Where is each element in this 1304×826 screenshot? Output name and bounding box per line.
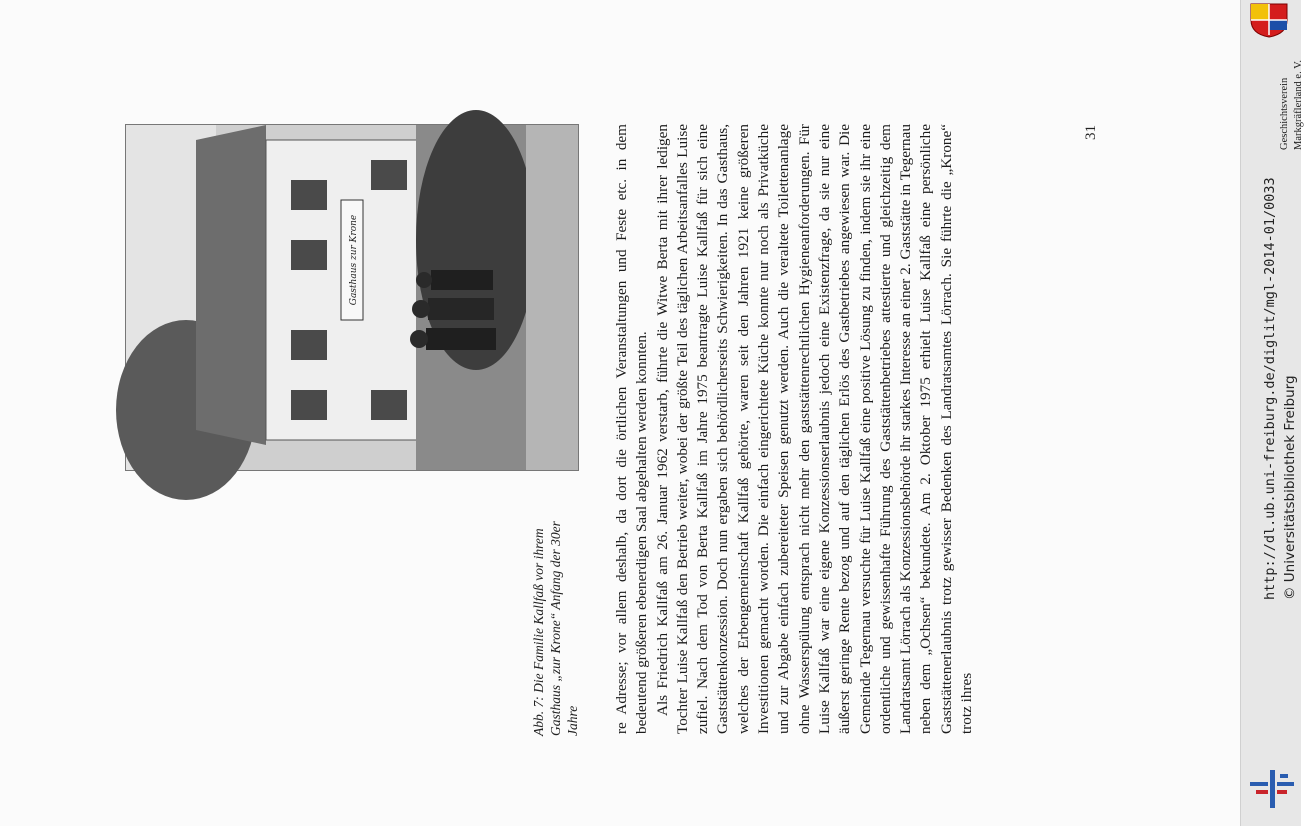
figure-caption: Abb. 7: Die Familie Kallfaß vor ihrem Gasthaus „zur Krone“ Anfang der 30er Jahre [531,521,580,736]
society-name-line1: Geschichtsverein [1279,77,1290,150]
sign-text: Gasthaus zur Krone [349,214,359,306]
document-url-link[interactable]: http://dl.ub.uni-freiburg.de/diglit/mgl-2014-01/0033 [1262,177,1278,600]
photo-illustration [126,125,578,470]
copyright-notice: © Universitätsbibliothek Freiburg [1282,375,1298,600]
body-text [612,124,977,734]
ub-freiburg-logo-icon[interactable] [1250,770,1294,808]
paragraph: re Adresse; vor allem deshalb, da dort die örtlichen Veranstaltungen und Feste etc. in dem bedeutend größeren ebenerdigen Saal abgehalten werden konnten. [613,124,651,734]
page-number: 31 [1083,125,1099,140]
paragraph: Als Friedrich Kallfaß am 26. Januar 1962 verstarb, führte die Witwe Berta mit ihrer ledigen Tochter Luise Kallfaß den Betrieb weiter, wobei der größte Teil des täglichen Arbeitsanfalles Luise zufiel. Nach dem Tod von Berta Kallfaß im Jahre 1975 beantragte Luise Kallfaß für sich eine Gaststättenkonzession. Doch nun ergaben sich behördlicherseits Schwierigkeiten. In das Gasthaus, welches der Erbengemeinschaft Kallfaß gehörte, waren seit den Jahren 1921 keine größeren Investitionen gemacht worden. Die einfach eingerichtete Küche konnte nur noch als Privatküche und zur Abgabe einfach zubereiteter Speisen genutzt werden. Auch die veraltete Toilettenanlage ohne Wasserspülung entsprach nicht mehr den gaststättenrechtlichen Hygieneanforderungen. Für Luise Kallfaß war eine eigene Konzessionserlaubnis jedoch eine Existenzfrage, da sie nur eine äußerst geringe Rente bezog und auf den täglichen Erlös des Gastbetriebes angewiesen war. Die Gemeinde Tegernau versuchte für Luise Kallfaß eine positive Lösung zu finden, indem sie ihr eine ordentliche und gewissenhafte Führung des Gaststättenbetriebes attestierte und gleichzeitig dem Landratsamt Lörrach als Konzessionsbehörde ihr starkes Interesse an einer 2. Gaststätte in Tegernau neben dem „Ochsen“ bekundete. Am 2. Oktober 1975 erhielt Luise Kallfaß eine persönliche Gaststättenerlaubnis trotz gewisser Bedenken des Landratsamtes Lörrach. Sie führte die „Krone“ trotz ihres [653,124,976,734]
coat-of-arms-icon [1247,2,1291,38]
historic-photo [125,124,579,471]
society-name-line2: Markgräflerland e. V. [1293,60,1304,150]
